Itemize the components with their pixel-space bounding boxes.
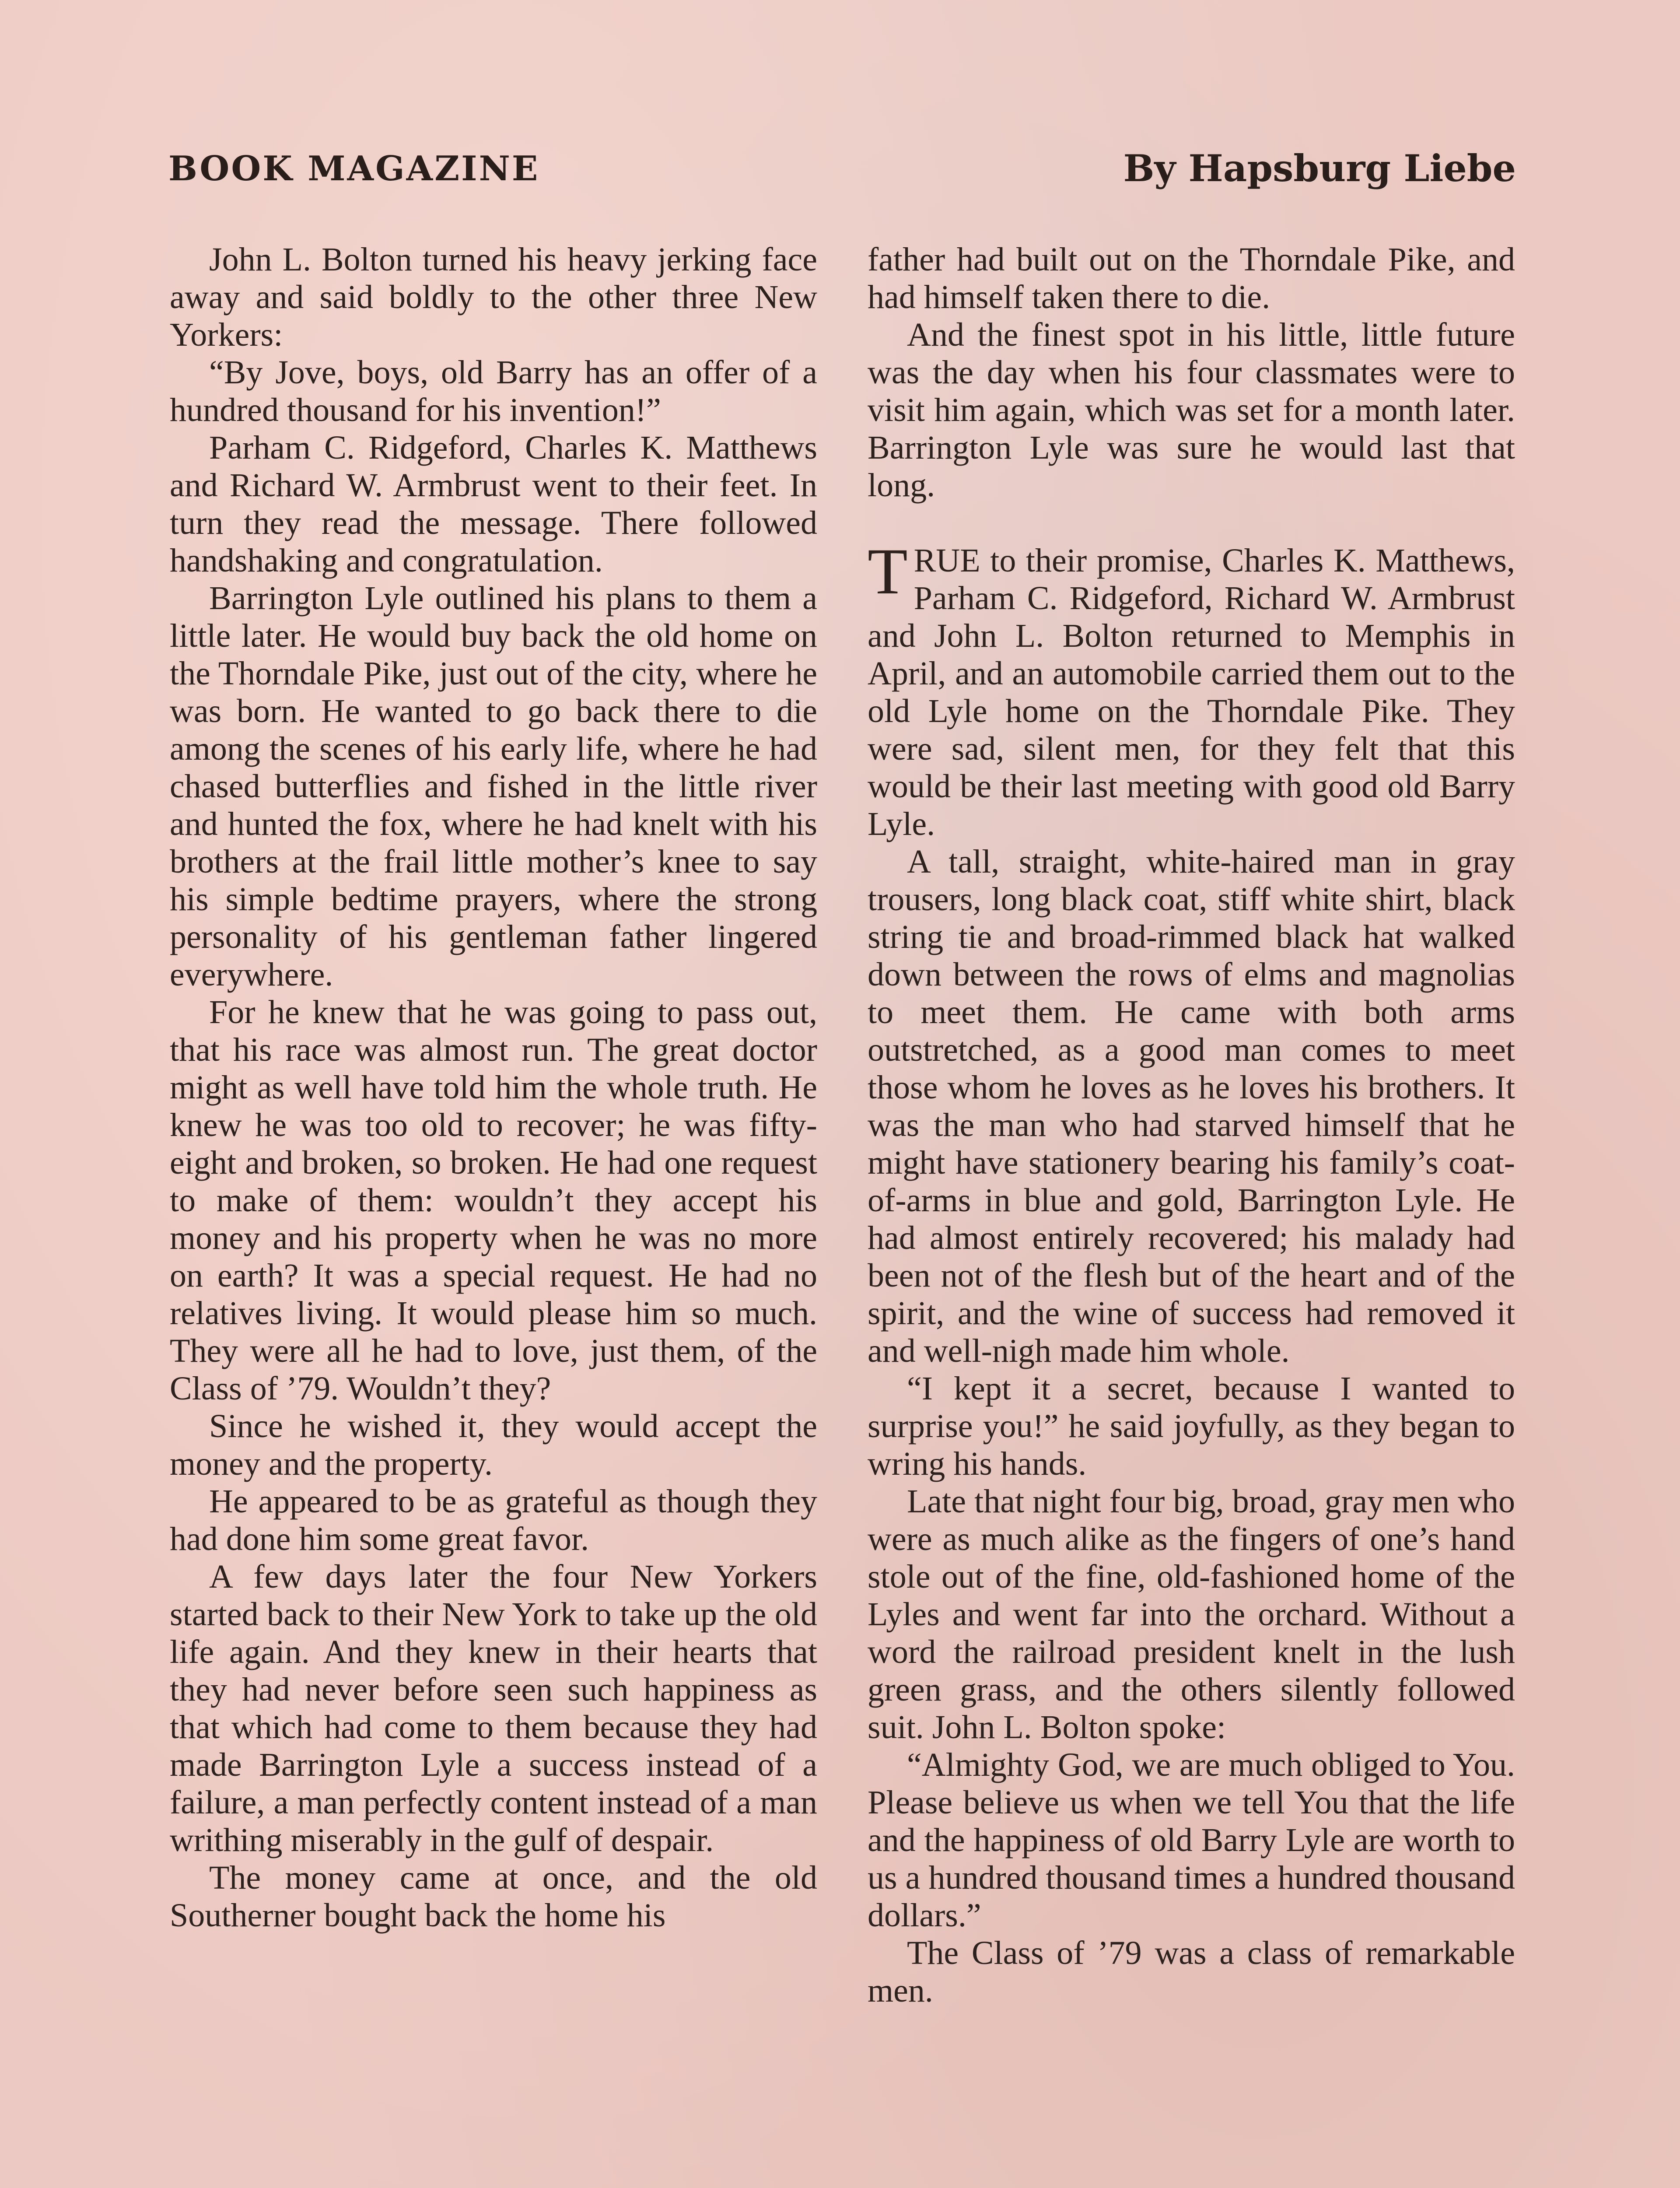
paragraph: “By Jove, boys, old Barry has an offer of a hundred thousand for his invention!” xyxy=(170,354,817,428)
paragraph: Barrington Lyle outlined his plans to them a little later. He would buy back the old home on the Thorndale Pike, just out of the city, where he was born. He wanted to go back there to die among the scenes of his early life, where he had chased butterflies and fished in the little river and hunted the fox, where he had knelt with his brothers at the frail little mother’s knee to say his simple bedtime prayers, where the strong personality of his gentleman father lingered everywhere. xyxy=(170,580,817,993)
section-opening-text: RUE to their promise, Charles K. Matthews, Parham C. Ridgeford, Richard W. Armbrust and John L. Bolton returned to Memphis in April, and an automobile carried them out to the old Lyle home on the Thorndale Pike. They were sad, silent men, for they felt that this would be their last meeting with good old Barry Lyle. xyxy=(868,542,1515,842)
magazine-title: BOOK MAGAZINE xyxy=(168,149,540,189)
author-byline: By Hapsburg Liebe xyxy=(1123,147,1516,190)
paragraph: The Class of ’79 was a class of remarkable men. xyxy=(868,1935,1515,2009)
paragraph: A few days later the four New Yorkers started back to their New York to take up the old life again. And they knew in their hearts that they had never before seen such happiness as that which had come to them because they had made Barrington Lyle a success instead of a failure, a man perfectly content instead of a man writhing miserably in the gulf of despair. xyxy=(170,1558,817,1858)
drop-cap: T xyxy=(868,535,908,608)
paragraph: He appeared to be as grateful as though they had done him some great favor. xyxy=(170,1483,817,1557)
right-column xyxy=(868,241,1515,2009)
paragraph: The money came at once, and the old Southerner bought back the home his xyxy=(170,1859,817,1934)
left-column xyxy=(170,241,817,1934)
paragraph: John L. Bolton turned his heavy jerking face away and said boldly to the other three New Yorkers: xyxy=(170,241,817,353)
paragraph: Since he wished it, they would accept the money and the property. xyxy=(170,1408,817,1482)
section-opening-paragraph xyxy=(868,535,1515,843)
paragraph: A tall, straight, white-haired man in gray trousers, long black coat, stiff white shirt, black string tie and broad-rimmed black hat walked down between the rows of elms and magnolias to meet them. He came with both arms outstretched, as a good man comes to meet those whom he loves as he loves his brothers. It was the man who had starved himself that he might have stationery bearing his family’s coat-of-arms in blue and gold, Barrington Lyle. He had almost entirely recovered; his malady had been not of the flesh but of the heart and of the spirit, and the wine of success had removed it and well-nigh made him whole. xyxy=(868,843,1515,1369)
continued-paragraph: father had built out on the Thorndale Pike, and had himself taken there to die. xyxy=(868,241,1515,316)
paragraph: And the finest spot in his little, little future was the day when his four classmates were to visit him again, which was set for a month later. Barrington Lyle was sure he would last that long. xyxy=(868,316,1515,504)
paragraph: For he knew that he was going to pass out, that his race was almost run. The great doctor might as well have told him the whole truth. He knew he was too old to recover; he was fifty-eight and broken, so broken. He had one request to make of them: wouldn’t they accept his money and his property when he was no more on earth? It was a special request. He had no relatives living. It would please him so much. They were all he had to love, just them, of the Class of ’79. Wouldn’t they? xyxy=(170,994,817,1407)
paragraph: “Almighty God, we are much obliged to You. Please believe us when we tell You that the life and the happiness of old Barry Lyle are worth to us a hundred thousand times a hundred thousand dollars.” xyxy=(868,1746,1515,1934)
paragraph: “I kept it a secret, because I wanted to surprise you!” he said joyfully, as they began to wring his hands. xyxy=(868,1370,1515,1482)
paragraph: Parham C. Ridgeford, Charles K. Matthews and Richard W. Armbrust went to their feet. In turn they read the message. There followed handshaking and congratulation. xyxy=(170,429,817,579)
paragraph: Late that night four big, broad, gray men who were as much alike as the fingers of one’s hand stole out of the fine, old-fashioned home of the Lyles and went far into the orchard. Without a word the railroad president knelt in the lush green grass, and the others silently followed suit. John L. Bolton spoke: xyxy=(868,1483,1515,1746)
